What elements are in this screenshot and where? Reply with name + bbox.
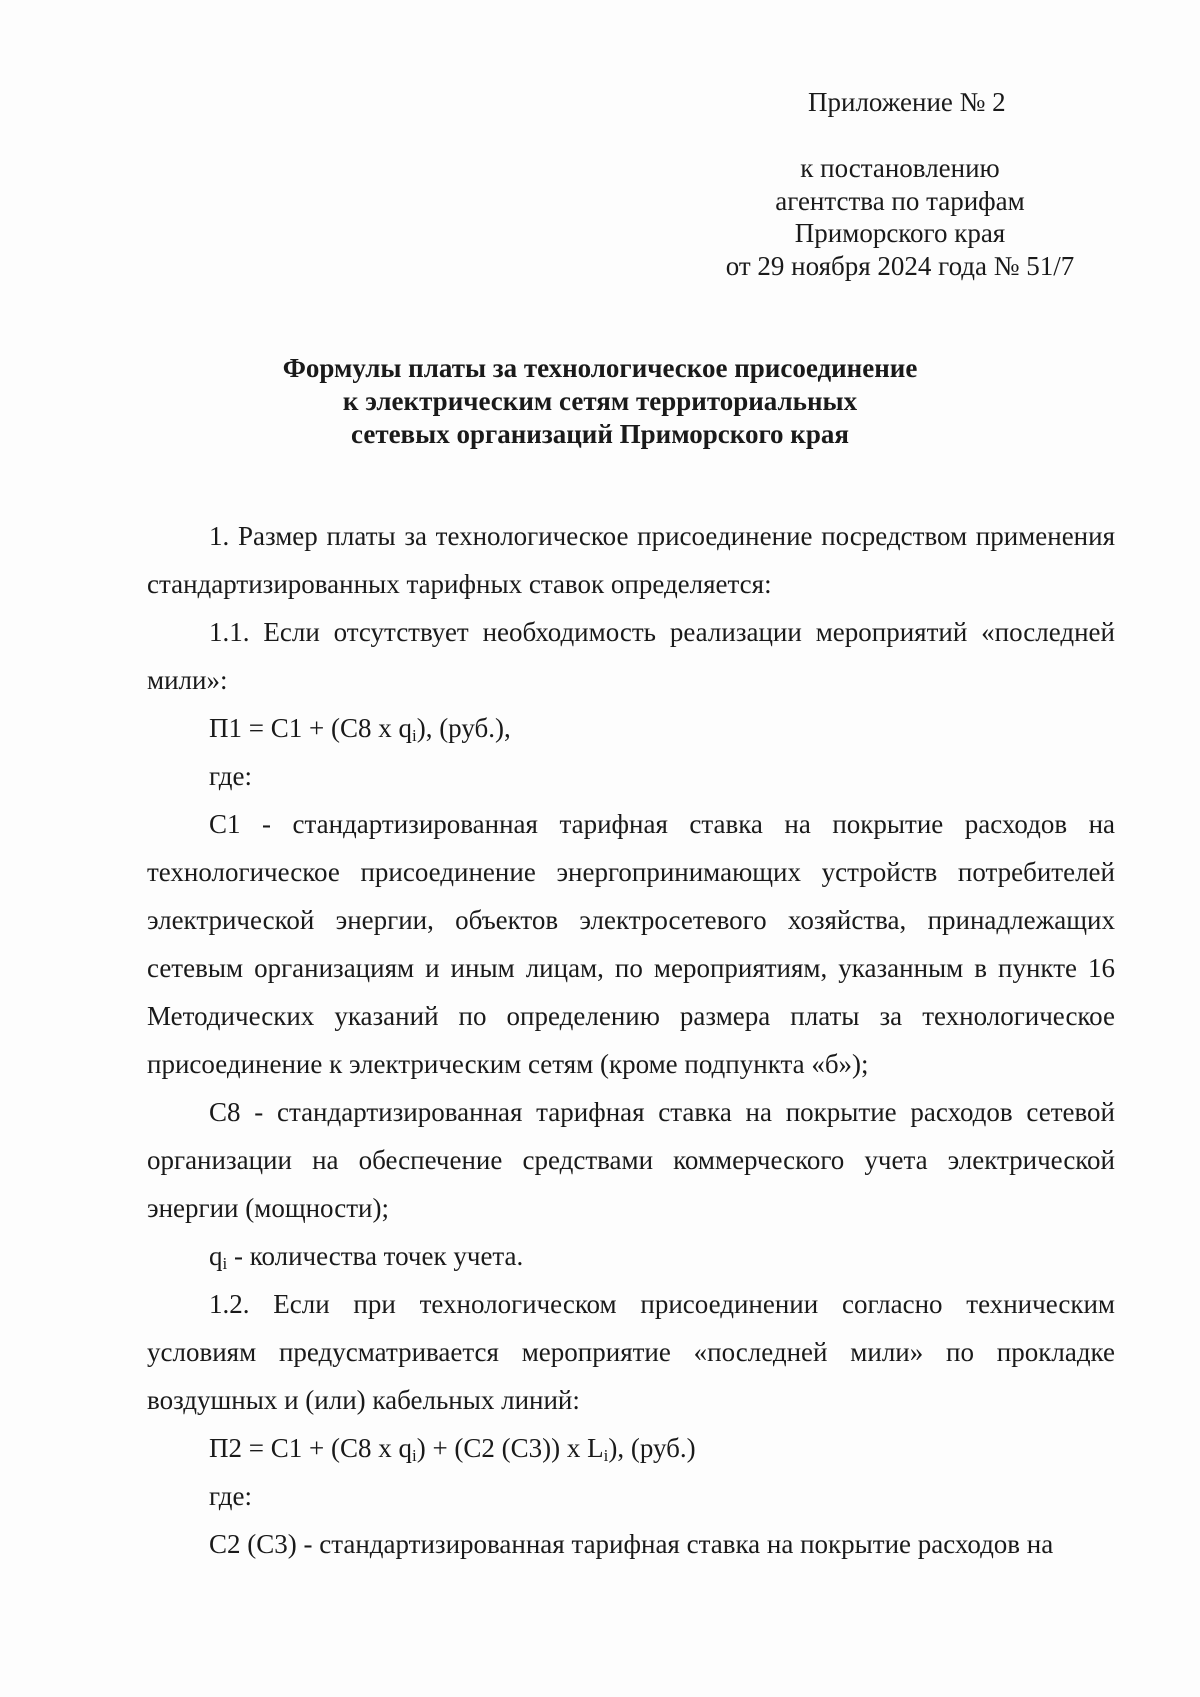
appendix-line: к постановлению	[800, 153, 1000, 183]
formula-subscript: i	[411, 1446, 417, 1465]
definition-subscript: i	[222, 1254, 228, 1273]
formula-part: П1 = С1 + (С8 х q	[209, 713, 412, 743]
formula-p1	[147, 704, 1115, 752]
formula-part: П2 = С1 + (С8 х q	[209, 1433, 412, 1463]
definition-c1: С1 - стандартизированная тарифная ставка на покрытие расходов на технологическое присоединение энергопринимающих устройств потребителей электрической энергии, объектов электросетевого хозяйства, принадлежащих сетевым организациям и иным лицам, по мероприятиям, указанным в пункте 16 Методических указаний по определению размера платы за технологическое присоединение к электрическим сетям (кроме подпункта «б»);	[147, 809, 1115, 1079]
paragraph-1-2: 1.2. Если при технологическом присоединении согласно техническим условиям предусматривается мероприятие «последней мили» по прокладке воздушных и (или) кабельных линий:	[147, 1289, 1115, 1415]
appendix-line: от 29 ноября 2024 года № 51/7	[725, 250, 1075, 281]
appendix-number: Приложение № 2	[808, 87, 1006, 117]
formula-subscript: i	[411, 726, 417, 745]
formula-part: ) + (С2 (С3)) х L	[416, 1433, 604, 1463]
formula-p2	[147, 1424, 1115, 1472]
title-line: сетевых организаций Приморского края	[351, 419, 849, 449]
title-line: к электрическим сетям территориальных	[342, 386, 858, 416]
definition-symbol: q	[209, 1241, 223, 1271]
paragraph-1: 1. Размер платы за технологическое присоединение посредством применения стандартизированных тарифных ставок определяется:	[147, 521, 1115, 599]
formula-part: ), (руб.),	[416, 713, 511, 743]
definition-text: - количества точек учета.	[227, 1241, 524, 1271]
appendix-reference	[700, 152, 1100, 282]
formula-subscript: i	[603, 1446, 609, 1465]
definition-c2-c3: С2 (С3) - стандартизированная тарифная ставка на покрытие расходов на	[209, 1529, 1054, 1559]
appendix-line: агентства по тарифам	[775, 185, 1025, 216]
where-label: где:	[209, 1481, 252, 1511]
definition-c8: С8 - стандартизированная тарифная ставка на покрытие расходов сетевой организации на обеспечение средствами коммерческого учета электрической энергии (мощности);	[147, 1097, 1115, 1223]
formula-part: ), (руб.)	[608, 1433, 696, 1463]
document-body	[147, 512, 1115, 1568]
document-title	[150, 352, 1050, 451]
appendix-line: Приморского края	[794, 218, 1006, 248]
title-line: Формулы платы за технологическое присоединение	[282, 353, 918, 383]
definition-qi	[147, 1232, 1115, 1280]
paragraph-1-1: 1.1. Если отсутствует необходимость реализации мероприятий «последней мили»:	[147, 617, 1115, 695]
where-label: где:	[209, 761, 252, 791]
